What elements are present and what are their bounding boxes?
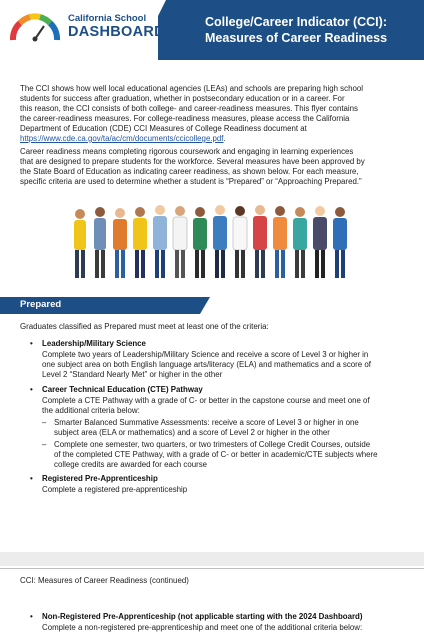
punctuation: . [223, 134, 226, 143]
bullet-glyph: • [30, 385, 33, 394]
text-line: Level 2 “Standard Nearly Met” or higher in the other [42, 370, 223, 379]
dash-glyph: – [42, 418, 47, 427]
criterion-non-registered-pre-apprenticeship [30, 612, 405, 634]
text-line: Complete a CTE Pathway with a grade of C- or better in the capstone course and meet one of [42, 396, 370, 405]
page-divider [0, 568, 424, 569]
title-line-2: Measures of Career Readiness [205, 31, 388, 45]
bullet-glyph: • [30, 339, 33, 348]
criterion-heading: Leadership/Military Science [42, 339, 146, 348]
criterion-description: Complete a registered pre-apprenticeship [42, 485, 188, 494]
text-line [20, 134, 405, 144]
prepared-intro: Graduates classified as Prepared must meet at least one of the criteria: [20, 322, 269, 331]
text-line: Career readiness means completing rigorous coursework and engaging in learning experiences [20, 147, 354, 156]
text-line: that are designed to prepare students for the workforce. Several measures have been approved by [20, 157, 365, 166]
bullet-glyph: • [30, 474, 33, 483]
title-line-1: College/Career Indicator (CCI): [205, 15, 387, 29]
logo-org-name: California School [68, 13, 147, 24]
text-line: college credits are awarded for each course [54, 460, 208, 469]
text-line: The CCI shows how well local educational agencies (LEAs) and schools are preparing high school [20, 84, 363, 93]
dashboard-logo [6, 8, 186, 48]
college-readiness-link[interactable]: https://www.cde.ca.gov/ta/ac/cm/documents/ccicollege.pdf [20, 134, 224, 143]
intro-paragraph-2 [20, 147, 405, 187]
sub-criterion-text [54, 418, 399, 438]
text-line: Department of Education (CDE) CCI Measures of College Readiness document at [20, 124, 307, 133]
text-line: one subject area on both English language arts/literacy (ELA) and mathematics and a score of [42, 360, 371, 369]
criterion-heading: Registered Pre-Apprenticeship [42, 474, 158, 483]
text-line: Smarter Balanced Summative Assessments: receive a score of Level 3 or higher in one [54, 418, 359, 427]
criterion-leadership [30, 339, 405, 384]
sub-criterion-text [54, 440, 399, 470]
page-title [205, 14, 415, 46]
criterion-description [42, 350, 402, 380]
text-line: subject area (ELA or mathematics) and a score of Level 2 or higher in the other [54, 428, 330, 437]
logo-dashboard-name: DASHBOARD [68, 24, 165, 40]
workers-illustration [70, 200, 360, 282]
worker-figures [74, 205, 347, 278]
intro-paragraph-1 [20, 84, 405, 144]
page-header [0, 0, 424, 60]
text-line: this reason, the CCI consists of both college- and career-readiness measures. This flyer contains [20, 104, 358, 113]
criterion-cte-pathway [30, 385, 405, 415]
criterion-registered-pre-apprenticeship [30, 474, 405, 496]
continued-heading: CCI: Measures of Career Readiness (continued) [20, 576, 189, 585]
text-line: of the completed CTE Pathway, with a grade of C- or better in academic/CTE subjects where [54, 450, 378, 459]
text-line: Complete two years of Leadership/Military Science and receive a score of Level 3 or higher in [42, 350, 369, 359]
cte-sub-criterion-1 [42, 418, 397, 438]
criterion-description: Complete a non-registered pre-apprenticeship and meet one of the additional criteria below: [42, 623, 363, 632]
text-line: the career-readiness measures. For college-readiness measures, please access the California [20, 114, 350, 123]
text-line: specific criteria are used to determine whether a student is “Prepared” or “Approaching Prepared.” [20, 177, 362, 186]
bullet-glyph: • [30, 612, 33, 621]
prepared-section-bar-tail [200, 297, 210, 314]
criterion-heading: Non-Registered Pre-Apprenticeship (not applicable starting with the 2024 Dashboard) [42, 612, 363, 621]
criterion-heading: Career Technical Education (CTE) Pathway [42, 385, 203, 394]
text-line: students for success after graduation, whether in postsecondary education or in a career. For [20, 94, 345, 103]
text-line: the State Board of Education as indicating career readiness, as shown below. For each measure, [20, 167, 359, 176]
prepared-heading: Prepared [20, 299, 62, 310]
text-line: the additional criteria below: [42, 406, 140, 415]
cte-sub-criterion-2 [42, 440, 397, 470]
criterion-description [42, 396, 402, 416]
page-break [0, 552, 424, 566]
gauge-icon [8, 12, 62, 42]
dash-glyph: – [42, 440, 47, 449]
text-line: Complete one semester, two quarters, or two trimesters of College Credit Courses, outside [54, 440, 371, 449]
